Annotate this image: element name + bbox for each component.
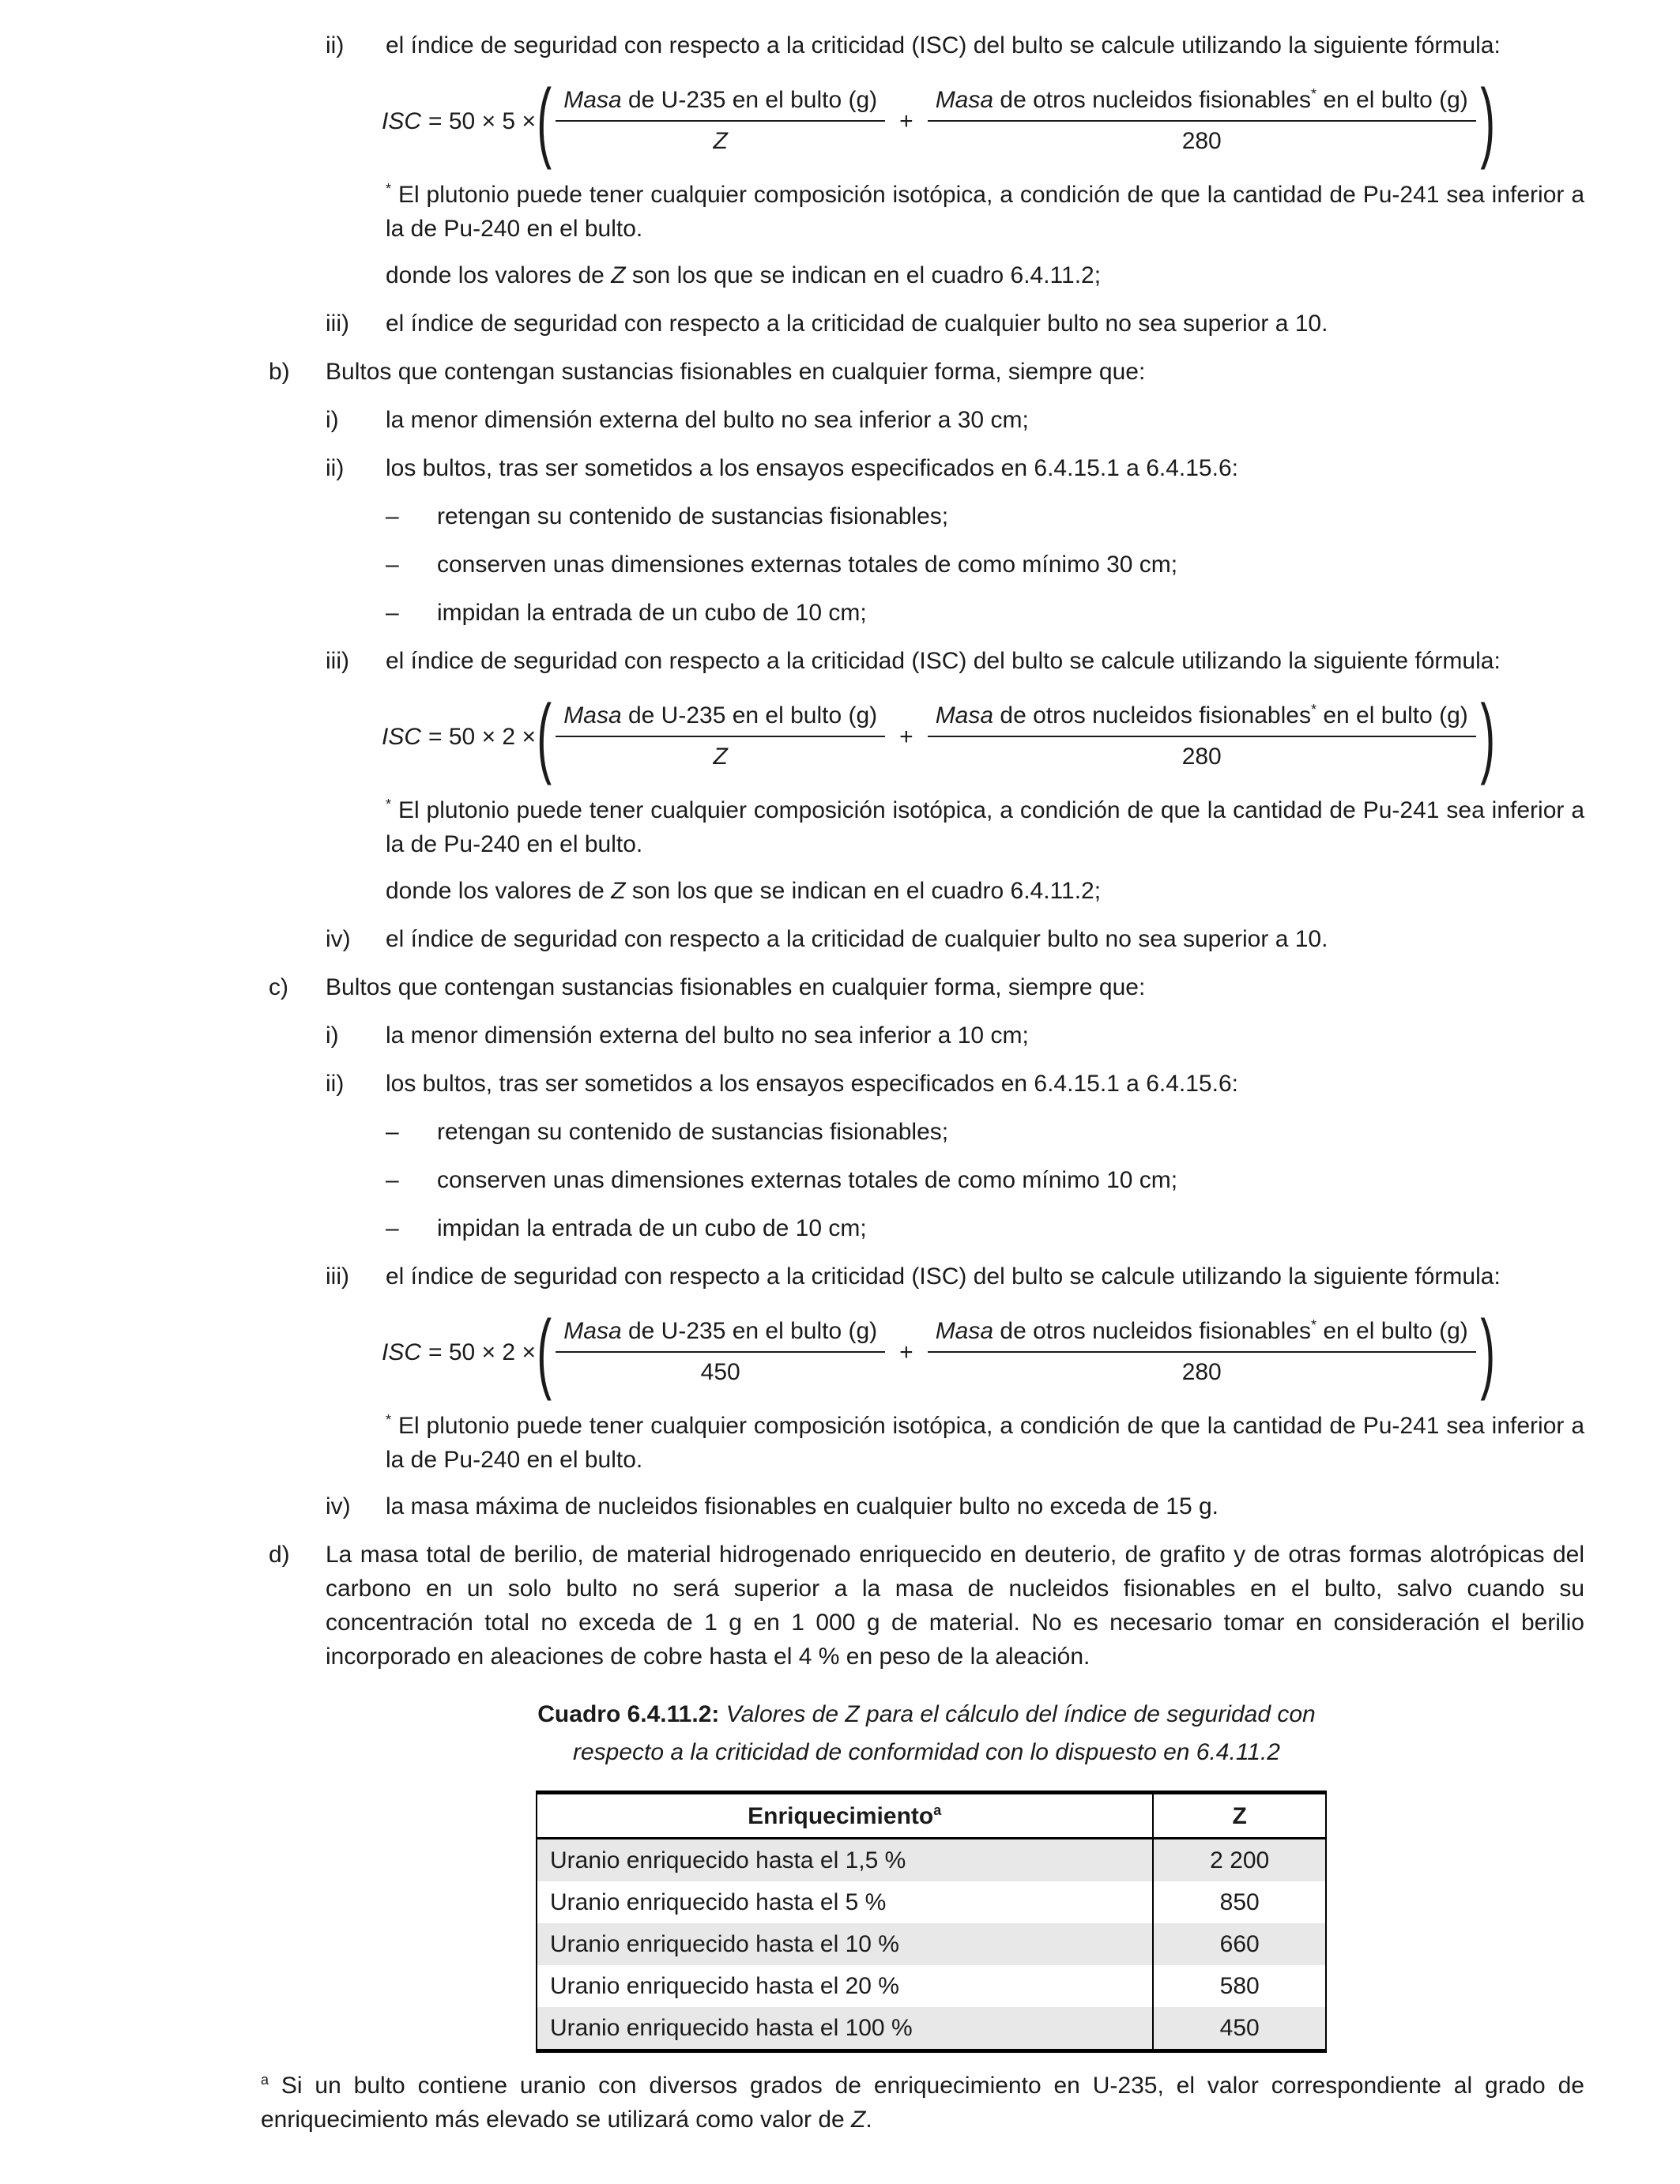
- dash-item: [386, 1163, 1584, 1197]
- donde-z-note: donde los valores de Z son los que se indican en el cuadro 6.4.11.2;: [386, 878, 1102, 904]
- isc-symbol: ISC: [382, 107, 422, 134]
- formula-factor: = 50 × 5 ×: [428, 107, 536, 134]
- numerator-text: de U-235 en el bulto (g): [621, 87, 878, 113]
- z-cell: 2 200: [1153, 1839, 1326, 1882]
- numerator-text: en el bulto (g): [1316, 1318, 1468, 1344]
- fraction-u235: [556, 86, 885, 156]
- item-text: los bultos, tras ser sometidos a los ensayos especificados en 6.4.15.1 a 6.4.15.6:: [386, 455, 1238, 481]
- formula-factor: = 50 × 2 ×: [428, 723, 536, 750]
- item-text: la menor dimensión externa del bulto no sea inferior a 10 cm;: [386, 1022, 1029, 1049]
- z-symbol: Z: [611, 878, 626, 904]
- item-text: impidan la entrada de un cubo de 10 cm;: [437, 600, 867, 626]
- z-values-table: [536, 1791, 1327, 2053]
- masa-italic: Masa: [563, 87, 622, 113]
- table-row: [537, 1839, 1326, 1882]
- table-header-row: [537, 1793, 1326, 1839]
- isc-formula-2: [382, 687, 1584, 785]
- z-symbol: Z: [611, 262, 626, 288]
- item-marker: d): [269, 1542, 290, 1568]
- item-text: impidan la entrada de un cubo de 10 cm;: [437, 1215, 867, 1241]
- denominator-z: Z: [713, 128, 728, 154]
- dash-item: [386, 596, 1584, 630]
- close-paren: ): [1480, 1302, 1495, 1401]
- denominator-280: 280: [1181, 1359, 1222, 1385]
- list-item-a-ii: [326, 28, 1584, 62]
- table-title-label: Cuadro 6.4.11.2:: [537, 1701, 720, 1727]
- item-text: La masa total de berilio, de material hidrogenado enriquecido en deuterio, de grafito y de otras formas alotrópicas del carbono en un solo bulto no será superior a la masa de nucleidos fisionables en el bulto, salvo cuando su concentración total no exceda de 1 g en 1 000 g de material. No es necesario tomar en consideración el berilio incorporado en aleaciones de cobre hasta el 4 % en peso de la aleación.: [326, 1542, 1584, 1670]
- dash-marker: –: [386, 1167, 399, 1193]
- asterisk-superscript: *: [386, 1412, 392, 1428]
- item-text: conserven unas dimensiones externas totales de como mínimo 10 cm;: [437, 1167, 1178, 1193]
- item-marker: iv): [326, 926, 351, 952]
- isc-symbol: ISC: [382, 1339, 422, 1365]
- list-item-b-i: [326, 403, 1584, 437]
- open-paren: (: [537, 1302, 552, 1401]
- asterisk-superscript: *: [386, 796, 392, 812]
- list-item-b: [269, 355, 1584, 389]
- item-marker: iii): [326, 1263, 349, 1290]
- table-row: [537, 1965, 1326, 2007]
- plus-sign: +: [899, 723, 913, 750]
- numerator-text: de U-235 en el bulto (g): [621, 702, 878, 729]
- list-item-c-iii: [326, 1260, 1584, 1293]
- footnote-a-marker: a: [261, 2072, 269, 2088]
- item-text: el índice de seguridad con respecto a la criticidad (ISC) del bulto se calcule utilizando la siguiente fórmula:: [386, 32, 1501, 58]
- numerator-text: de otros nucleidos fisionables: [993, 1318, 1311, 1344]
- z-symbol: Z: [851, 2107, 866, 2133]
- denominator-z: Z: [713, 744, 728, 770]
- open-paren: (: [537, 687, 552, 785]
- masa-italic: Masa: [935, 702, 994, 729]
- formula-lhs: [382, 104, 536, 138]
- item-text: la menor dimensión externa del bulto no sea inferior a 30 cm;: [386, 407, 1029, 433]
- close-paren: ): [1480, 71, 1495, 170]
- list-item-c: [269, 970, 1584, 1004]
- isc-formula-1: [382, 71, 1584, 170]
- item-marker: ii): [326, 455, 345, 481]
- dash-item: [386, 499, 1584, 533]
- isc-formula-3: [382, 1302, 1584, 1401]
- numerator-text: en el bulto (g): [1316, 702, 1468, 729]
- dash-marker: –: [386, 503, 399, 529]
- fraction-other-nuclides: [928, 702, 1476, 771]
- close-paren: ): [1480, 687, 1495, 785]
- formula-factor: = 50 × 2 ×: [428, 1339, 536, 1365]
- enrichment-cell: Uranio enriquecido hasta el 1,5 %: [550, 1847, 906, 1873]
- z-cell: 850: [1153, 1881, 1326, 1923]
- enrichment-cell: Uranio enriquecido hasta el 10 %: [550, 1931, 899, 1957]
- fraction-u235: [556, 1317, 885, 1387]
- item-text: Bultos que contengan sustancias fisionables en cualquier forma, siempre que:: [326, 359, 1146, 385]
- plutonium-footnote: [386, 1409, 1584, 1477]
- list-item-b-iv: [326, 922, 1584, 956]
- footnote-text: El plutonio puede tener cualquier composición isotópica, a condición de que la cantidad de Pu-241 sea inferior a la de Pu-240 en el bulto.: [386, 1413, 1584, 1473]
- z-cell: 450: [1153, 2007, 1326, 2051]
- plus-sign: +: [899, 107, 913, 134]
- formula-lhs: [382, 1335, 536, 1369]
- z-cell: 660: [1153, 1923, 1326, 1965]
- masa-italic: Masa: [563, 702, 622, 729]
- dash-marker: –: [386, 1119, 399, 1145]
- dash-item: [386, 1115, 1584, 1149]
- table-row: [537, 2007, 1326, 2051]
- plutonium-footnote: [386, 178, 1584, 246]
- table-title: [269, 1696, 1584, 1772]
- item-text: Bultos que contengan sustancias fisionables en cualquier forma, siempre que:: [326, 974, 1146, 1000]
- dash-marker: –: [386, 1215, 399, 1241]
- item-text: los bultos, tras ser sometidos a los ensayos especificados en 6.4.15.1 a 6.4.15.6:: [386, 1071, 1238, 1097]
- dash-marker: –: [386, 552, 399, 578]
- masa-italic: Masa: [935, 87, 994, 113]
- dash-marker: –: [386, 600, 399, 626]
- item-text: el índice de seguridad con respecto a la criticidad (ISC) del bulto se calcule utilizando la siguiente fórmula:: [386, 1263, 1501, 1290]
- list-item-c-i: [326, 1019, 1584, 1052]
- table-row: [537, 1881, 1326, 1923]
- item-text: el índice de seguridad con respecto a la criticidad de cualquier bulto no sea superior a 10.: [386, 311, 1328, 337]
- item-marker: c): [269, 974, 288, 1000]
- item-marker: b): [269, 359, 290, 385]
- denominator-280: 280: [1181, 128, 1222, 154]
- item-marker: iii): [326, 648, 349, 674]
- donde-z-note: donde los valores de Z son los que se indican en el cuadro 6.4.11.2;: [386, 262, 1102, 288]
- item-marker: ii): [326, 1071, 345, 1097]
- masa-italic: Masa: [563, 1318, 622, 1344]
- fraction-u235: [556, 702, 885, 771]
- footnote-a-marker: a: [933, 1802, 942, 1818]
- enrichment-header: Enriquecimiento$^a$: [537, 1793, 1153, 1839]
- footnote-text: El plutonio puede tener cualquier composición isotópica, a condición de que la cantidad de Pu-241 sea inferior a la de Pu-240 en el bulto.: [386, 797, 1584, 857]
- enrichment-cell: Uranio enriquecido hasta el 20 %: [550, 1973, 899, 1999]
- enrichment-cell: Uranio enriquecido hasta el 100 %: [550, 2015, 913, 2041]
- item-text: el índice de seguridad con respecto a la criticidad de cualquier bulto no sea superior a 10.: [386, 926, 1328, 952]
- footnote-text: El plutonio puede tener cualquier composición isotópica, a condición de que la cantidad de Pu-241 sea inferior a la de Pu-240 en el bulto.: [386, 182, 1584, 242]
- list-item-c-iv: [326, 1489, 1584, 1523]
- plutonium-footnote: [386, 793, 1584, 861]
- table-title-line1: Cuadro 6.4.11.2: Valores de Z para el cálculo del índice de seguridad con: [537, 1701, 1316, 1727]
- item-text: el índice de seguridad con respecto a la criticidad (ISC) del bulto se calcule utilizando la siguiente fórmula:: [386, 648, 1501, 674]
- item-marker: ii): [326, 32, 345, 58]
- numerator-text: en el bulto (g): [1316, 87, 1468, 113]
- denominator-450: 450: [700, 1359, 740, 1385]
- plus-sign: +: [899, 1339, 913, 1365]
- denominator-280: 280: [1181, 744, 1222, 770]
- list-item-a-iii: [326, 307, 1584, 341]
- item-text: retengan su contenido de sustancias fisionables;: [437, 1119, 949, 1145]
- table-footnote-a: $^a$ Si un bulto contiene uranio con diversos grados de enriquecimiento en U-235, el valor correspondiente al grado de enriquecimiento más elevado se utilizará como valor de Z.: [261, 2072, 1584, 2133]
- z-header: Z: [1153, 1793, 1326, 1839]
- dash-item: [386, 548, 1584, 582]
- enrichment-cell: Uranio enriquecido hasta el 5 %: [550, 1889, 887, 1915]
- item-text: conserven unas dimensiones externas totales de como mínimo 30 cm;: [437, 552, 1178, 578]
- numerator-text: de otros nucleidos fisionables: [993, 702, 1311, 729]
- list-item-b-iii: [326, 644, 1584, 678]
- open-paren: (: [537, 71, 552, 170]
- asterisk-superscript: *: [386, 181, 392, 197]
- asterisk-superscript: *: [1310, 86, 1317, 102]
- item-text: la masa máxima de nucleidos fisionables en cualquier bulto no exceda de 15 g.: [386, 1493, 1219, 1519]
- masa-italic: Masa: [935, 1318, 994, 1344]
- numerator-text: de otros nucleidos fisionables: [993, 87, 1311, 113]
- numerator-text: de U-235 en el bulto (g): [621, 1318, 878, 1344]
- list-item-b-ii: [326, 451, 1584, 485]
- formula-lhs: [382, 720, 536, 754]
- asterisk-superscript: *: [1310, 702, 1317, 717]
- dash-item: [386, 1211, 1584, 1245]
- table-title-line2: respecto a la criticidad de conformidad con lo dispuesto en 6.4.11.2: [573, 1739, 1280, 1765]
- item-marker: iii): [326, 311, 349, 337]
- fraction-other-nuclides: [928, 1317, 1476, 1387]
- fraction-other-nuclides: [928, 86, 1476, 156]
- isc-symbol: ISC: [382, 723, 422, 750]
- item-marker: i): [326, 1022, 339, 1049]
- list-item-c-ii: [326, 1067, 1584, 1101]
- asterisk-superscript: *: [1310, 1317, 1317, 1333]
- table-row: [537, 1923, 1326, 1965]
- z-cell: 580: [1153, 1965, 1326, 2007]
- item-marker: i): [326, 407, 339, 433]
- item-text: retengan su contenido de sustancias fisionables;: [437, 503, 949, 529]
- footnote-text: Si un bulto contiene uranio con diversos grados de enriquecimiento en U-235, el valor correspondiente al grado de enriquecimiento más elevado se utilizará como valor de: [261, 2073, 1584, 2133]
- list-item-d: [269, 1538, 1584, 1674]
- item-marker: iv): [326, 1493, 351, 1519]
